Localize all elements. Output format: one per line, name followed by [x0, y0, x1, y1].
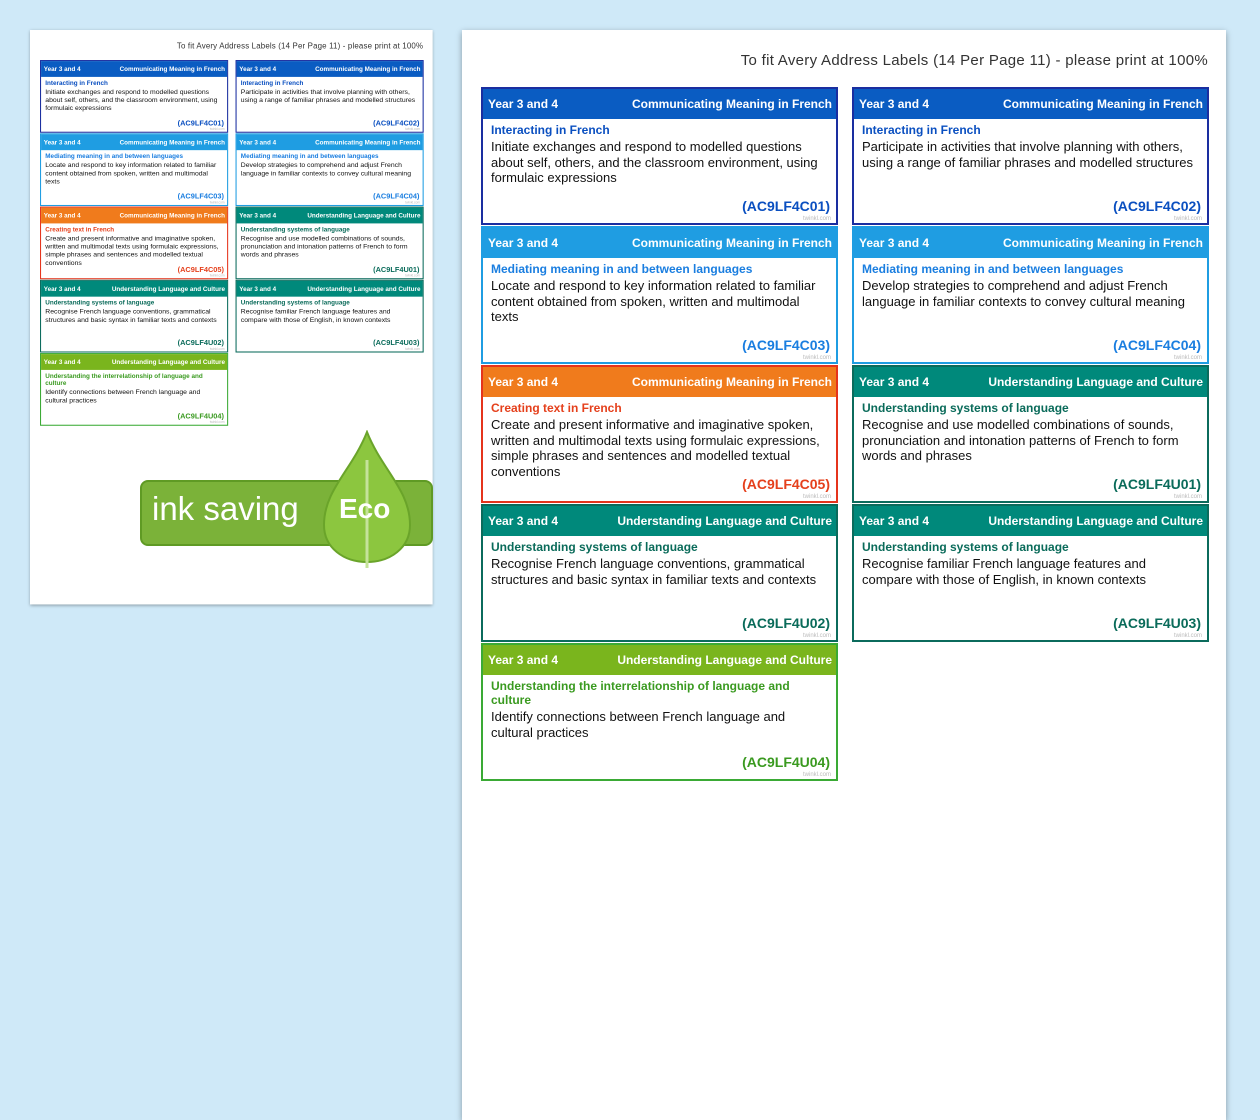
card-description: Develop strategies to comprehend and adjust French language in familiar contexts to convey cultural meaning	[240, 160, 412, 177]
card-header	[483, 89, 836, 119]
curriculum-code: (AC9LF4U01)	[373, 265, 420, 274]
card-subtitle: Understanding systems of language	[491, 540, 698, 554]
curriculum-code: (AC9LF4C01)	[177, 118, 224, 127]
strand-label: Understanding Language and Culture	[307, 285, 421, 293]
watermark: twinkl.com	[405, 128, 420, 132]
card-description: Identify connections between French language and cultural practices	[491, 709, 786, 740]
card-subtitle: Mediating meaning in and between languages	[240, 152, 379, 160]
label-card	[236, 60, 424, 133]
year-label: Year 3 and 4	[43, 285, 81, 293]
watermark: twinkl.com	[209, 347, 225, 351]
card-header	[854, 367, 1207, 397]
watermark: twinkl.com	[405, 347, 420, 351]
card-description: Recognise familiar French language features and compare with those of English, in known contexts	[240, 307, 391, 324]
watermark: twinkl.com	[1173, 633, 1202, 639]
label-card	[481, 643, 838, 781]
strand-label: Communicating Meaning in French	[631, 97, 832, 111]
card-header	[483, 645, 836, 675]
watermark: twinkl.com	[1173, 494, 1202, 500]
card-header	[41, 281, 227, 297]
curriculum-code: (AC9LF4U03)	[1113, 615, 1201, 631]
label-card	[40, 133, 228, 206]
label-card	[40, 60, 228, 133]
strand-label: Communicating Meaning in French	[631, 236, 832, 250]
year-label: Year 3 and 4	[859, 236, 930, 250]
watermark: twinkl.com	[802, 633, 831, 639]
watermark: twinkl.com	[209, 201, 225, 205]
label-card	[852, 226, 1209, 364]
year-label: Year 3 and 4	[43, 358, 81, 366]
watermark: twinkl.com	[802, 216, 831, 222]
card-header	[854, 228, 1207, 258]
watermark: twinkl.com	[802, 494, 831, 500]
strand-label: Communicating Meaning in French	[315, 65, 421, 73]
card-subtitle: Understanding systems of language	[862, 540, 1069, 554]
curriculum-code: (AC9LF4C01)	[742, 198, 830, 214]
strand-label: Understanding Language and Culture	[111, 358, 225, 366]
year-label: Year 3 and 4	[859, 375, 930, 389]
watermark: twinkl.com	[209, 274, 225, 278]
card-subtitle: Interacting in French	[491, 123, 610, 137]
strand-label: Understanding Language and Culture	[988, 514, 1203, 528]
card-description: Initiate exchanges and respond to modelled questions about self, others, and the classroom environment, using formulaic expressions	[491, 139, 818, 185]
card-header	[41, 134, 227, 150]
curriculum-code: (AC9LF4C03)	[742, 337, 830, 353]
strand-label: Understanding Language and Culture	[617, 653, 832, 667]
card-description: Create and present informative and imaginative spoken, written and multimodal texts using formulaic expressions, simple phrases and sentences and modelled textual conventions	[45, 233, 219, 267]
card-header	[483, 228, 836, 258]
label-card	[236, 133, 424, 206]
strand-label: Communicating Meaning in French	[119, 65, 225, 73]
card-subtitle: Understanding systems of language	[240, 225, 350, 233]
card-description: Participate in activities that involve planning with others, using a range of familiar phrases and modelled structures	[862, 139, 1193, 170]
card-subtitle: Mediating meaning in and between languages	[862, 262, 1124, 276]
page-title: To fit Avery Address Labels (14 Per Page 11) - please print at 100%	[176, 41, 424, 51]
card-description: Recognise French language conventions, grammatical structures and basic syntax in familiar texts and contexts	[45, 307, 217, 324]
label-card	[40, 207, 228, 280]
card-header	[41, 354, 227, 370]
card-subtitle: Mediating meaning in and between languages	[45, 152, 184, 160]
curriculum-code: (AC9LF4U04)	[742, 754, 830, 770]
card-header	[237, 134, 423, 150]
watermark: twinkl.com	[802, 772, 831, 778]
year-label: Year 3 and 4	[488, 236, 559, 250]
card-subtitle: Understanding systems of language	[240, 298, 350, 307]
curriculum-code: (AC9LF4C05)	[177, 265, 224, 274]
card-description: Develop strategies to comprehend and adjust French language in familiar contexts to convey cultural meaning	[862, 278, 1186, 309]
card-description: Locate and respond to key information related to familiar content obtained from spoken, written and multimodal texts	[491, 278, 816, 324]
card-subtitle: Mediating meaning in and between languages	[491, 262, 753, 276]
card-header	[237, 281, 423, 297]
label-card	[481, 504, 838, 642]
strand-label: Communicating Meaning in French	[315, 138, 421, 146]
card-description: Initiate exchanges and respond to modelled questions about self, others, and the classroom environment, using formulaic expressions	[45, 87, 218, 112]
watermark: twinkl.com	[209, 128, 225, 132]
label-card	[236, 280, 424, 353]
card-description: Recognise and use modelled combinations of sounds, pronunciation and intonation patterns of French to form words and phrases	[240, 233, 408, 259]
label-card	[481, 87, 838, 225]
eco-label: Eco	[339, 493, 391, 524]
curriculum-code: (AC9LF4U02)	[742, 615, 830, 631]
label-card	[852, 504, 1209, 642]
year-label: Year 3 and 4	[43, 211, 81, 220]
card-subtitle: Interacting in French	[240, 79, 304, 87]
label-card	[481, 226, 838, 364]
curriculum-code: (AC9LF4C05)	[742, 476, 830, 492]
card-description: Locate and respond to key information related to familiar content obtained from spoken, written and multimodal texts	[45, 160, 217, 185]
card-subtitle: Interacting in French	[45, 79, 108, 87]
card-description: Recognise French language conventions, grammatical structures and basic syntax in familiar texts and contexts	[491, 556, 817, 587]
card-description: Recognise familiar French language features and compare with those of English, in known contexts	[862, 556, 1147, 587]
watermark: twinkl.com	[405, 201, 420, 205]
strand-label: Communicating Meaning in French	[631, 375, 832, 389]
card-subtitle: Creating text in French	[45, 225, 115, 233]
watermark: twinkl.com	[802, 355, 831, 361]
label-card	[852, 87, 1209, 225]
watermark: twinkl.com	[1173, 355, 1202, 361]
label-card	[852, 365, 1209, 503]
card-header	[237, 208, 423, 224]
year-label: Year 3 and 4	[239, 138, 277, 146]
curriculum-code: (AC9LF4U03)	[373, 338, 420, 347]
year-label: Year 3 and 4	[239, 285, 277, 293]
watermark: twinkl.com	[209, 421, 225, 425]
year-label: Year 3 and 4	[488, 514, 559, 528]
strand-label: Communicating Meaning in French	[1002, 236, 1203, 250]
curriculum-code: (AC9LF4C02)	[1113, 198, 1201, 214]
watermark: twinkl.com	[405, 274, 420, 278]
curriculum-code: (AC9LF4U04)	[177, 411, 224, 420]
card-header	[483, 506, 836, 536]
curriculum-code: (AC9LF4C04)	[1113, 337, 1201, 353]
card-subtitle: Interacting in French	[862, 123, 981, 137]
curriculum-code: (AC9LF4C04)	[373, 191, 420, 201]
year-label: Year 3 and 4	[239, 65, 277, 73]
card-header	[854, 506, 1207, 536]
card-description: Participate in activities that involve planning with others, using a range of familiar phrases and modelled structures	[240, 87, 416, 104]
card-subtitle: Understanding systems of language	[45, 298, 155, 307]
card-header	[483, 367, 836, 397]
card-header	[41, 208, 227, 224]
card-subtitle: Understanding the interrelationship of language and culture	[45, 372, 203, 387]
card-header	[854, 89, 1207, 119]
year-label: Year 3 and 4	[43, 65, 81, 73]
label-card	[481, 365, 838, 503]
year-label: Year 3 and 4	[488, 97, 559, 111]
card-description: Identify connections between French language and cultural practices	[45, 387, 201, 404]
card-header	[41, 61, 227, 77]
year-label: Year 3 and 4	[859, 514, 930, 528]
curriculum-code: (AC9LF4U02)	[177, 338, 224, 347]
strand-label: Understanding Language and Culture	[111, 285, 225, 293]
year-label: Year 3 and 4	[488, 653, 559, 667]
card-description: Create and present informative and imaginative spoken, written and multimodal texts using formulaic expressions, simple phrases and sentences and modelled textual conventions	[491, 417, 820, 479]
strand-label: Understanding Language and Culture	[307, 211, 421, 220]
card-subtitle: Understanding systems of language	[862, 401, 1069, 415]
page-title: To fit Avery Address Labels (14 Per Page 11) - please print at 100%	[740, 52, 1208, 69]
year-label: Year 3 and 4	[239, 211, 277, 220]
strand-label: Understanding Language and Culture	[988, 375, 1203, 389]
card-description: Recognise and use modelled combinations of sounds, pronunciation and intonation patterns of French to form words and phrases	[862, 417, 1179, 463]
page-preview-large	[462, 30, 1226, 1120]
ink-saving-text: ink saving	[152, 490, 299, 527]
strand-label: Communicating Meaning in French	[119, 138, 225, 146]
card-subtitle: Understanding the interrelationship of language and culture	[491, 679, 790, 707]
strand-label: Communicating Meaning in French	[119, 211, 225, 220]
label-card	[40, 353, 228, 426]
strand-label: Communicating Meaning in French	[1002, 97, 1203, 111]
watermark: twinkl.com	[1173, 216, 1202, 222]
year-label: Year 3 and 4	[43, 138, 81, 146]
year-label: Year 3 and 4	[488, 375, 559, 389]
curriculum-code: (AC9LF4U01)	[1113, 476, 1201, 492]
label-card	[236, 207, 424, 280]
card-header	[237, 61, 423, 77]
curriculum-code: (AC9LF4C02)	[373, 118, 420, 127]
card-subtitle: Creating text in French	[491, 401, 622, 415]
label-card	[40, 280, 228, 353]
curriculum-code: (AC9LF4C03)	[177, 191, 224, 201]
year-label: Year 3 and 4	[859, 97, 930, 111]
strand-label: Understanding Language and Culture	[617, 514, 832, 528]
